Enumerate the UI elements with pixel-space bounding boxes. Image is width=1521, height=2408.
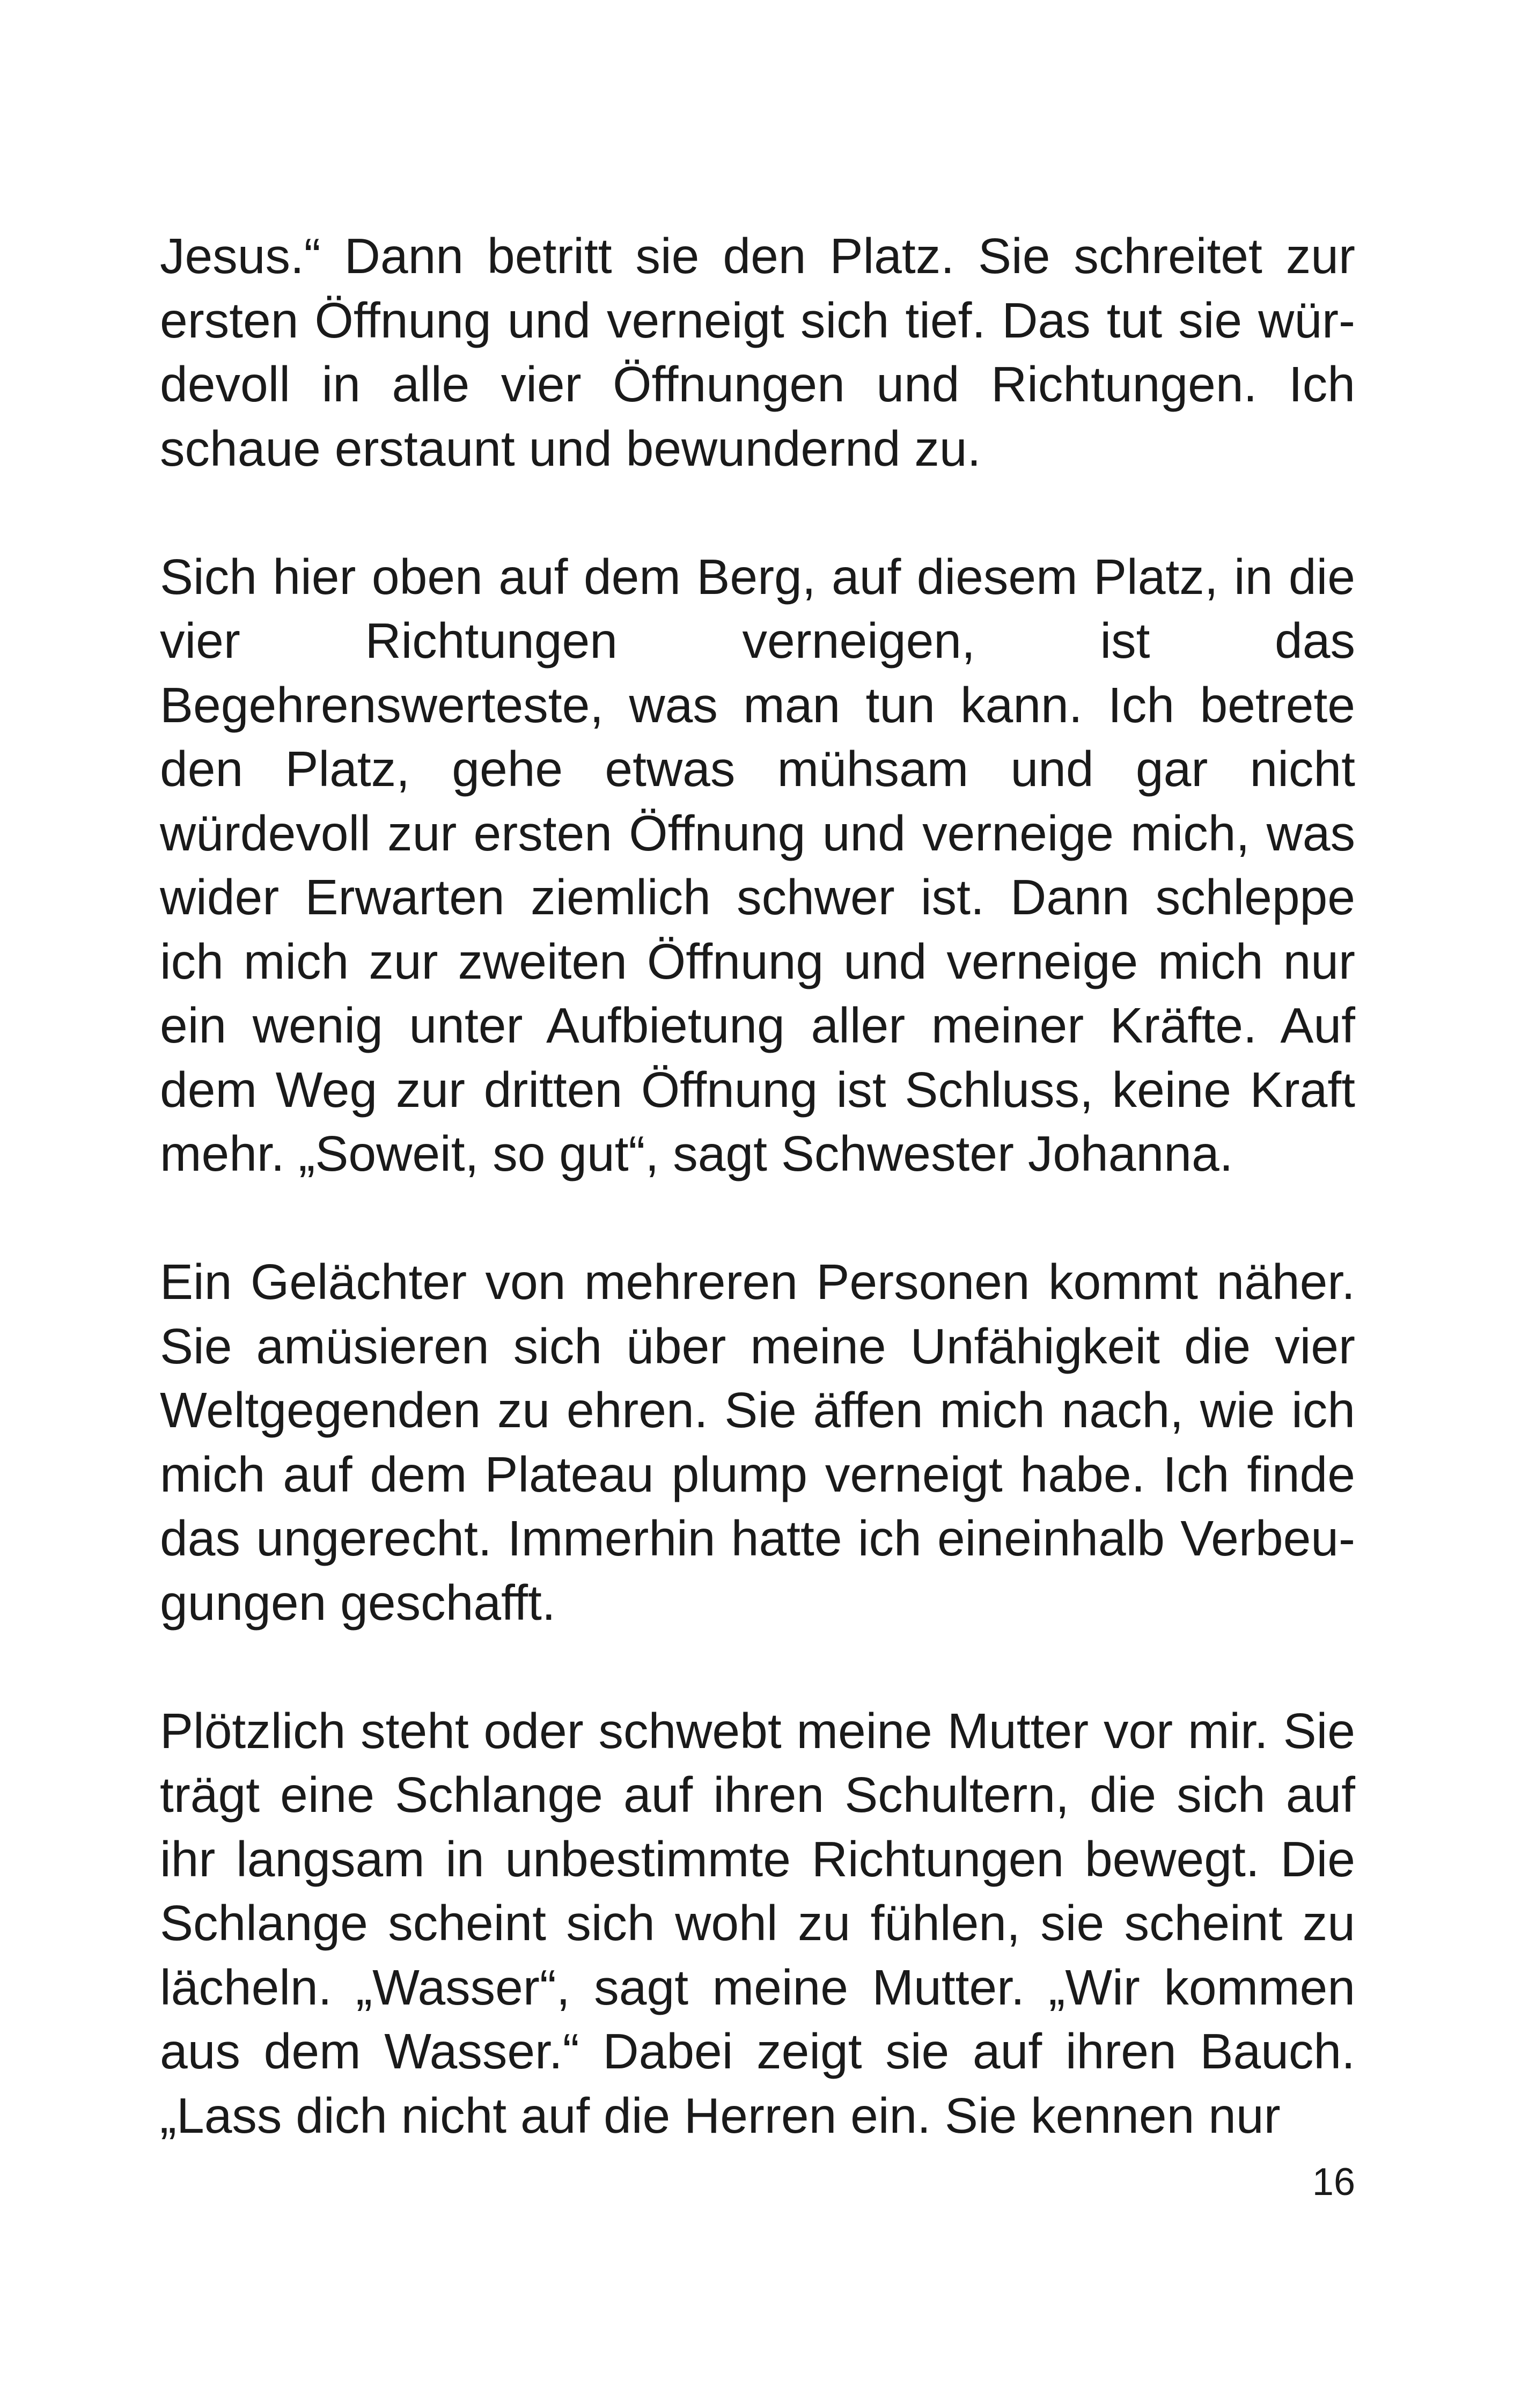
page-number: 16: [1312, 2161, 1355, 2204]
paragraph-1: Jesus.“ Dann betritt sie den Platz. Sie schreitet zur ersten Öffnung und verneigt sich tief. Das tut sie würdevoll in alle vier Öffnungen und Richtungen. Ich schaue erstaunt und bewundernd zu.: [160, 228, 1355, 476]
paragraph-2: Sich hier oben auf dem Berg, auf diesem Platz, in die vier Richtungen verneigen, ist das Begehrenswerteste, was man tun kann. Ich betrete den Platz, gehe etwas mühsam und gar nicht würdevoll zur ersten Öffnung und verneige mich, was wider Erwarten ziemlich schwer ist. Dann schleppe ich mich zur zweiten Öffnung und verneige mich nur ein wenig unter Aufbietung aller meiner Kräfte. Auf dem Weg zur dritten Öffnung ist Schluss, keine Kraft mehr. „Soweit, so gut“, sagt Schwester Johanna.: [160, 548, 1355, 1181]
paragraph-4: Plötzlich steht oder schwebt meine Mutter vor mir. Sie trägt eine Schlange auf ihren Schultern, die sich auf ihr langsam in unbestimmte Richtungen bewegt. Die Schlange scheint sich wohl zu fühlen, sie scheint zu lächeln. „Wasser“, sagt meine Mutter. „Wir kommen aus dem Wasser.“ Dabei zeigt sie auf ihren Bauch. „Lass dich nicht auf die Herren ein. Sie kennen nur: [160, 1702, 1355, 2143]
body-text: [160, 224, 1355, 2148]
paragraph-3: Ein Gelächter von mehreren Personen kommt näher. Sie amüsieren sich über meine Unfähigkeit die vier Weltgegenden zu ehren. Sie äffen mich nach, wie ich mich auf dem Plateau plump verneigt habe. Ich finde das ungerecht. Immerhin hatte ich eineinhalb Verbeugungen geschafft.: [160, 1254, 1355, 1631]
